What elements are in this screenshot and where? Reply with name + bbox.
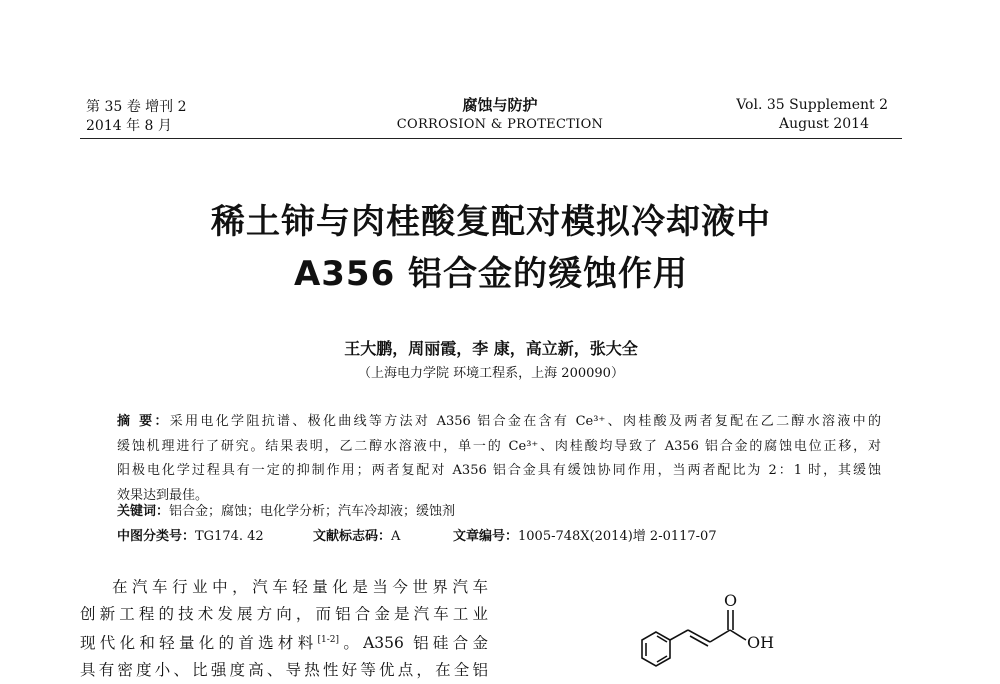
body-line-3 — [80, 627, 488, 657]
header-volume-info-en — [700, 96, 888, 134]
double-bond — [690, 636, 708, 646]
abstract-text-1: 采用电化学阻抗谱、极化曲线等方法对 A356 铝合金在含有 Ce³⁺、肉桂酸及两者复配在乙二醇水溶液中的 — [169, 414, 882, 429]
abstract-line-3: 阳极电化学过程具有一定的抑制作用；两者复配对 A356 铝合金具有缓蚀协同作用，当两者配比为 2：1 时，其缓蚀 — [117, 463, 881, 478]
keywords-text: 铝合金；腐蚀；电化学分析；汽车冷却液；缓蚀剂 — [169, 504, 456, 519]
title-line-2: A356 铝合金的缓蚀作用 — [293, 254, 689, 294]
abstract-label: 摘 要： — [117, 414, 170, 429]
clc-number — [117, 525, 264, 544]
article-number-value: 1005-748X(2014)增 2-0117-07 — [518, 529, 717, 544]
clc-value: TG174. 42 — [195, 529, 264, 544]
cinnamic-acid-structure — [610, 590, 810, 684]
abstract-line-2: 缓蚀机理进行了研究。结果表明，乙二醇水溶液中，单一的 Ce³⁺、肉桂酸均导致了 A356 铝合金的腐蚀电位正移，对 — [117, 438, 881, 454]
article-number-label: 文章编号： — [453, 529, 519, 544]
article-number — [453, 525, 717, 544]
clc-label: 中图分类号： — [117, 529, 196, 544]
doc-code-label: 文献标志码： — [313, 529, 392, 544]
journal-name-cn: 腐蚀与防护 — [462, 96, 538, 114]
abstract-line-1 — [117, 410, 881, 435]
abstract — [117, 410, 881, 508]
document-code — [313, 525, 400, 544]
journal-name — [300, 96, 700, 134]
body-line-4: 具有密度小、比强度高、导热性好等优点，在全铝 — [80, 660, 488, 679]
body-line-1: 在汽车行业中，汽车轻量化是当今世界汽车 — [112, 578, 488, 596]
chain-bond — [670, 630, 688, 640]
body-line-3b: 。A356 铝硅合金 — [339, 634, 488, 653]
keywords — [117, 500, 455, 519]
keywords-label: 关键词： — [117, 504, 170, 519]
body-line-3a: 现代化和轻量化的首选材料 — [80, 634, 318, 653]
chain-bond — [710, 630, 730, 642]
oxygen-label: O — [724, 591, 738, 610]
header-date-en: August 2014 — [779, 116, 869, 132]
header-rule — [80, 138, 902, 139]
abstract-line-4: 效果达到最佳。 — [117, 487, 209, 503]
hydroxyl-bond — [730, 630, 746, 640]
title-line-1: 稀土铈与肉桂酸复配对模拟冷却液中 — [211, 202, 771, 242]
doc-code-value: A — [391, 529, 401, 544]
body-paragraph — [80, 574, 488, 683]
header-date-cn: 2014 年 8 月 — [86, 118, 172, 134]
header-volume-info — [86, 98, 187, 136]
article-title — [80, 196, 902, 300]
journal-name-en: CORROSION & PROTECTION — [396, 117, 604, 132]
header-volume-en: Vol. 35 Supplement 2 — [736, 97, 888, 113]
affiliation: （上海电力学院 环境工程系，上海 200090） — [358, 366, 624, 381]
header-volume-issue: 第 35 卷 增刊 2 — [86, 99, 187, 115]
hydroxyl-label: OH — [747, 633, 775, 652]
citation: [1-2] — [317, 635, 340, 645]
body-line-2: 创新工程的技术发展方向，而铝合金是汽车工业 — [80, 604, 488, 623]
author-list: 王大鹏，周丽霞，李 康，高立新，张大全 — [344, 339, 638, 358]
